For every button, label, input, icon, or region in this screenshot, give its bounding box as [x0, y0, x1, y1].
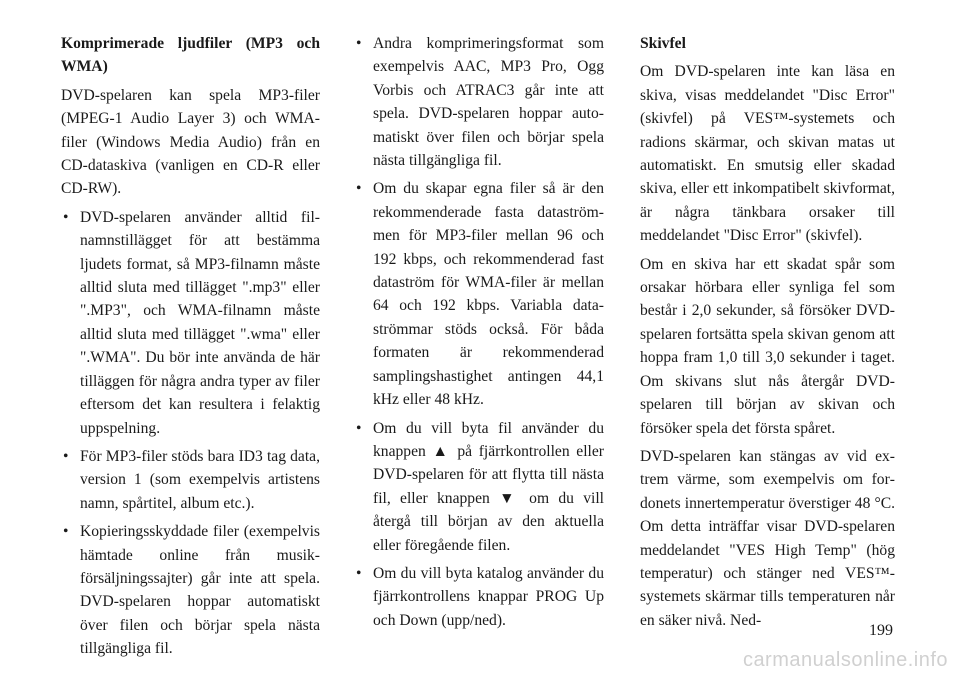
list-item: • Om du vill byta katalog använder du fjärrkontrollens knappar PROG Up och Down (upp/ned). [354, 562, 604, 632]
list-item: • DVD-spelaren använder alltid filnamnstillägget för att bestämma ljudets format, så MP3-filnamn måste alltid sluta med tillägget ".mp3" eller ".MP3", och WMA-filnamn måste alltid sluta med tillägget ".wma" eller ".WMA". Du bör inte använda de här tilläggen för några andra typer av filer eftersom det kan resultera i felaktig uppspelning. [61, 206, 320, 440]
list-item: • Kopieringsskyddade filer (exempelvis hämtade online från musikförsäljningssajter) går inte att spela. DVD-spelaren hoppar automatiskt över filen och börjar spela nästa tillgängliga fil. [61, 520, 320, 660]
paragraph: DVD-spelaren kan stängas av vid extrem värme, som exempelvis om fordonets innertemperatur överstiger 48 °C. Om detta inträffar visar DVD-spelaren meddelandet "VES High Temp" (hög temperatur) och stänger ned VES™-systemets skärmar tills temperaturen når en säker nivå. Ned- [640, 447, 895, 629]
paragraph: Om en skiva har ett skadat spår som orsakar hörbara eller synliga fel som består i 2,0 sekunder, så försöker DVD-spelaren fortsätta spela skivan genom att hoppa fram 1,0 till 3,0 sekunder i taget. Om skivans slut nås återgår DVD-spelaren till början av skivan och försöker spela det första spåret. [640, 255, 895, 437]
middle-bullet-list [354, 32, 604, 632]
middle-column [354, 32, 604, 637]
watermark: carmanualsonline.info [742, 649, 948, 671]
paragraph: Om DVD-spelaren inte kan läsa en skiva, visas meddelandet "Disc Error" (skivfel) på VES™-systemets och radions skärmar, och skivan matas ut automatiskt. En smutsig eller skadad skiva, eller ett inkompatibelt skivformat, är några tänkbara orsaker till meddelandet "Disc Error" (skivfel). [640, 63, 895, 245]
page-number: 199 [869, 622, 893, 639]
left-bullet-list [61, 206, 320, 661]
list-item: • Om du vill byta fil använder du knappen ▲ på fjärrkontrollen eller DVD-spelaren för att flytta till nästa fil, eller knappen ▼ om du vill återgå till början av den aktuella eller föregående filen. [354, 417, 604, 557]
right-column [640, 32, 895, 637]
list-item: • Andra komprimeringsformat som exempelvis AAC, MP3 Pro, Ogg Vorbis och ATRAC3 går inte att spela. DVD-spelaren hoppar automatiskt över filen och börjar spela nästa tillgängliga fil. [354, 32, 604, 172]
section-heading-disc-error: Skivfel [640, 35, 686, 52]
section-heading-compressed-audio: Komprimerade ljudfiler (MP3 och WMA) [61, 35, 320, 76]
left-column [61, 32, 320, 666]
list-item: • Om du skapar egna filer så är den rekommenderade fasta dataströmmen för MP3-filer mellan 96 och 192 kbps, och rekommenderad fast dataström för WMA-filer är mellan 64 och 192 kbps. Variabla dataströmmar stöds också. För båda formaten är rekommenderad samplingshastighet antingen 44,1 kHz eller 48 kHz. [354, 177, 604, 411]
intro-paragraph: DVD-spelaren kan spela MP3-filer (MPEG-1 Audio Layer 3) och WMA-filer (Windows Media Audio) från en CD-dataskiva (vanligen en CD-R eller CD-RW). [61, 86, 320, 198]
list-item: • För MP3-filer stöds bara ID3 tag data, version 1 (som exempelvis artistens namn, spårtitel, album etc.). [61, 445, 320, 515]
